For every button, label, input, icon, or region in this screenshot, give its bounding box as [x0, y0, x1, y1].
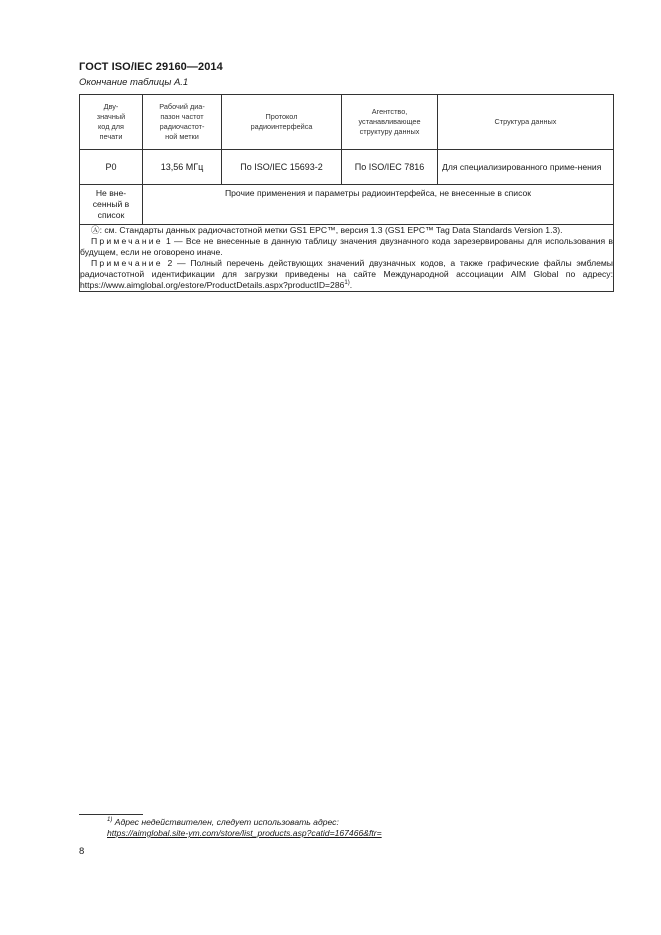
header-agency-line: Агентство,	[371, 107, 408, 116]
table-row	[80, 150, 614, 185]
table-caption: Окончание таблицы А.1	[79, 77, 189, 88]
cell-other-applications: Прочие применения и параметры радиоинтерфейса, не внесенные в список	[143, 185, 614, 225]
header-frequency-line: пазон частот	[160, 112, 204, 121]
header-structure-line: Структура данных	[494, 117, 557, 126]
note-a-text: : см. Стандарты данных радиочастотной метки GS1 EPC™, версия 1.3 (GS1 EPC™ Tag Data Standards Version 1.3).	[99, 225, 563, 235]
header-structure	[438, 95, 614, 150]
header-code-line: код для	[98, 122, 124, 131]
header-agency-line: структуру данных	[359, 127, 420, 136]
header-protocol	[222, 95, 342, 150]
data-table	[79, 94, 614, 292]
header-protocol-line: Протокол	[265, 112, 298, 121]
note-1-text: 1 — Все не внесенные в данную таблицу значения двузначного кода зарезервированы для использования в будущем, если не оговорено иначе.	[80, 236, 613, 257]
page-number: 8	[79, 846, 85, 857]
header-agency	[342, 95, 438, 150]
header-agency-line: устанавливающее	[358, 117, 421, 126]
table-header-row	[80, 95, 614, 150]
header-code-line: Дву-	[103, 102, 119, 111]
header-frequency-range	[143, 95, 222, 150]
note-2	[80, 258, 613, 291]
cell-code: P0	[80, 150, 143, 185]
footnote-mark: 1)	[107, 817, 113, 824]
header-frequency-line: Рабочий диа-	[159, 102, 205, 111]
table-notes-row	[80, 225, 614, 292]
note-a	[80, 225, 613, 236]
header-protocol-line: радиоинтерфейса	[250, 122, 313, 131]
cell-code-line: список	[97, 210, 125, 220]
note-2-text: 2 — Полный перечень действующих значений двузначных кодов, а также графические файлы эмблемы радиочастотной идентификации для загрузки приведены на сайте Международной ассоциации AIM Global по адресу: https://www.aimglobal.org/estore/ProductDetails.aspx?productID=286	[80, 258, 613, 290]
footnote-divider	[79, 814, 143, 815]
footnote-reference: 1)	[344, 280, 350, 287]
footnote	[107, 817, 382, 839]
note-1-label: Примечание	[91, 236, 163, 246]
cell-range: 13,56 МГц	[143, 150, 222, 185]
note-2-label: Примечание	[91, 258, 163, 268]
cell-agency: По ISO/IEC 7816	[342, 150, 438, 185]
table-row	[80, 185, 614, 225]
footnote-text: Адрес недействителен, следует использовать адрес:	[112, 817, 339, 827]
note-2-end: .	[349, 280, 353, 290]
footnote-link[interactable]: https://aimglobal.site-ym.com/store/list_products.asp?catid=167466&ftr=	[107, 828, 382, 838]
note-1	[80, 236, 613, 258]
header-frequency-line: ной метки	[165, 132, 199, 141]
cell-structure: Для специализированного приме-нения	[438, 150, 614, 185]
header-code-line: печати	[99, 132, 123, 141]
header-frequency-line: радиочастот-	[159, 122, 205, 131]
document-title: ГОСТ ISO/IEC 29160—2014	[79, 61, 223, 73]
cell-code	[80, 185, 143, 225]
circled-a-mark: Ⓐ	[91, 225, 100, 235]
header-code-line: значный	[96, 112, 126, 121]
cell-code-line: Не вне-	[95, 188, 127, 198]
table-notes	[80, 225, 614, 292]
cell-protocol: По ISO/IEC 15693-2	[222, 150, 342, 185]
header-code	[80, 95, 143, 150]
cell-code-line: сенный в	[92, 199, 130, 209]
